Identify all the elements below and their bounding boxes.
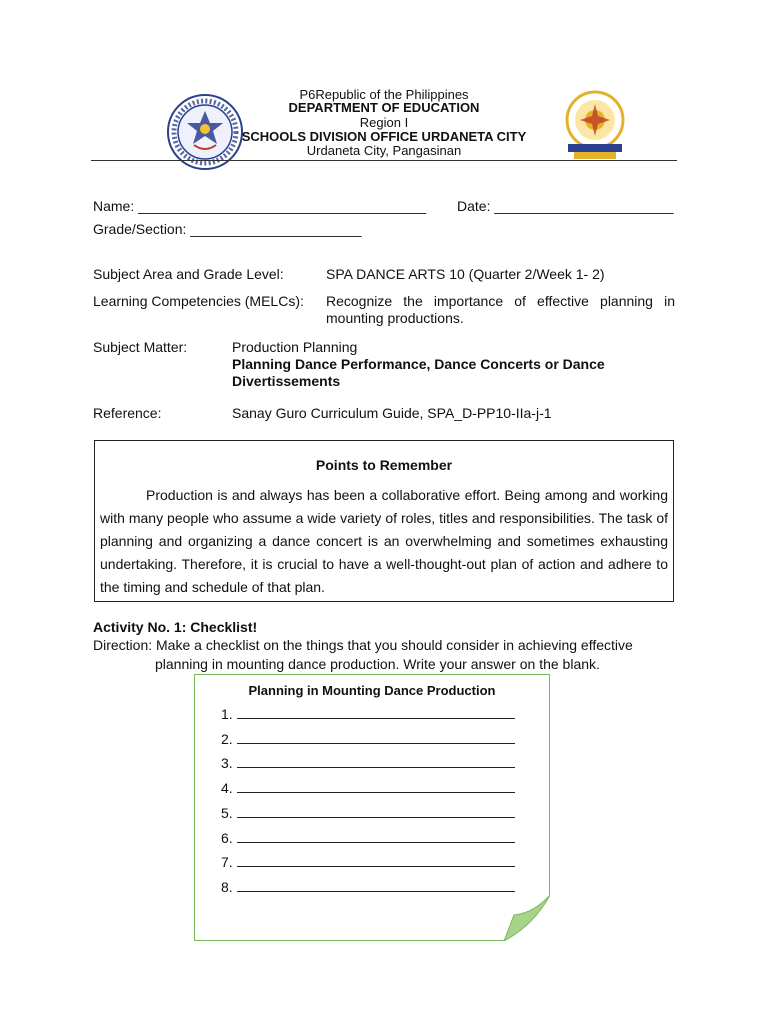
activity-direction: Direction: Make a checklist on the things that you should consider in achieving effective bbox=[93, 637, 633, 653]
name-label: Name: bbox=[93, 198, 135, 214]
activity-direction-cont: planning in mounting dance production. Write your answer on the blank. bbox=[155, 656, 600, 672]
grade-section-field bbox=[93, 221, 362, 238]
points-title: Points to Remember bbox=[315, 457, 453, 473]
checklist-card bbox=[194, 674, 550, 941]
subject-matter-value: Production Planning bbox=[232, 339, 358, 355]
date-label: Date: bbox=[457, 198, 491, 214]
checklist-item-number: 8. bbox=[221, 878, 233, 895]
checklist-item-number: 6. bbox=[221, 829, 233, 846]
checklist-item-number: 4. bbox=[221, 780, 233, 797]
header-department: DEPARTMENT OF EDUCATION bbox=[288, 100, 480, 115]
subject-matter-label: Subject Matter: bbox=[93, 339, 188, 355]
checklist-item bbox=[221, 754, 515, 771]
answer-blank[interactable] bbox=[237, 705, 515, 719]
checklist-item-number: 3. bbox=[221, 755, 233, 772]
activity-title: Activity No. 1: Checklist! bbox=[93, 619, 258, 635]
checklist-item-number: 5. bbox=[221, 804, 233, 821]
points-body bbox=[100, 484, 668, 599]
header-republic: P6Republic of the Philippines bbox=[299, 87, 469, 102]
checklist-title: Planning in Mounting Dance Production bbox=[248, 683, 496, 698]
header-region: Region I bbox=[359, 115, 409, 130]
reference-label: Reference: bbox=[93, 405, 162, 421]
points-to-remember-box bbox=[94, 440, 674, 602]
checklist-item bbox=[221, 779, 515, 796]
grade-label: Grade/Section: bbox=[93, 221, 187, 237]
reference-value: Sanay Guro Curriculum Guide, SPA_D-PP10-IIa-j-1 bbox=[232, 405, 552, 421]
date-line: _______________________ bbox=[494, 198, 674, 214]
subject-value: SPA DANCE ARTS 10 (Quarter 2/Week 1- 2) bbox=[326, 266, 605, 282]
points-body-text: Production is and always has been a collaborative effort. Being among and working with many people who assume a wide variety of roles, titles and responsibilities. The task of planning and organizing a dance concert is an overwhelming and sometimes exhausting undertaking. Therefore, it is crucial to have a well-thought-out plan of action and adhere to the timing and schedule of that plan. bbox=[100, 487, 668, 595]
grade-line: ______________________ bbox=[190, 221, 362, 237]
header-division: SCHOOLS DIVISION OFFICE URDANETA CITY bbox=[241, 129, 527, 144]
melc-value: Recognize the importance of effective planning in mounting productions. bbox=[326, 293, 675, 326]
answer-blank[interactable] bbox=[237, 878, 515, 892]
header-divider bbox=[91, 160, 677, 161]
name-field bbox=[93, 198, 426, 215]
checklist-item-number: 7. bbox=[221, 854, 233, 871]
answer-blank[interactable] bbox=[237, 829, 515, 843]
answer-blank[interactable] bbox=[237, 853, 515, 867]
checklist-item bbox=[221, 730, 515, 747]
checklist-item bbox=[221, 853, 515, 870]
sdo-urdaneta-logo-icon bbox=[560, 90, 630, 160]
checklist-item bbox=[221, 878, 515, 895]
answer-blank[interactable] bbox=[237, 804, 515, 818]
header-city: Urdaneta City, Pangasinan bbox=[306, 143, 462, 158]
page-curl-icon bbox=[504, 895, 550, 941]
checklist-item-number: 2. bbox=[221, 730, 233, 747]
date-field bbox=[457, 198, 673, 215]
checklist-item bbox=[221, 705, 515, 722]
answer-blank[interactable] bbox=[237, 730, 515, 744]
checklist-item bbox=[221, 829, 515, 846]
subject-label: Subject Area and Grade Level: bbox=[93, 266, 284, 282]
name-line: _____________________________________ bbox=[138, 198, 427, 214]
subject-matter-topic: Planning Dance Performance, Dance Concerts or Dance Divertissements bbox=[232, 356, 605, 389]
answer-blank[interactable] bbox=[237, 754, 515, 768]
checklist-item-number: 1. bbox=[221, 706, 233, 722]
answer-blank[interactable] bbox=[237, 779, 515, 793]
melc-label: Learning Competencies (MELCs): bbox=[93, 293, 304, 309]
checklist-item bbox=[221, 804, 515, 821]
